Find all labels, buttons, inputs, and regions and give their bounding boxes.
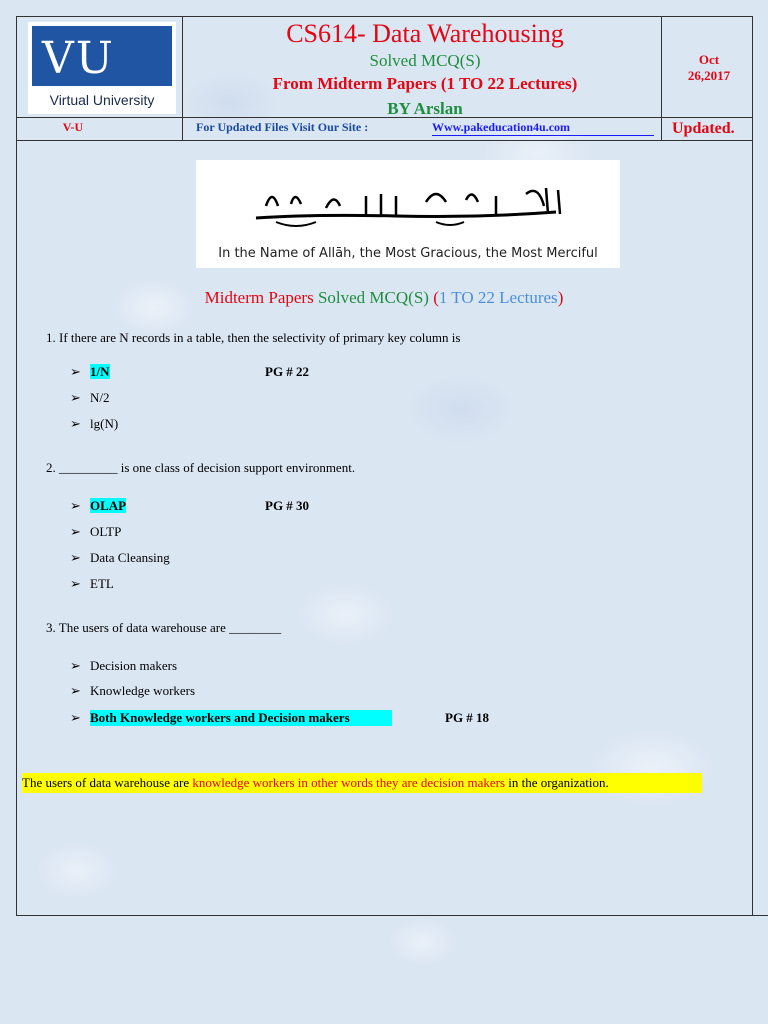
- option-item: [70, 364, 110, 380]
- heading-part2: Solved MCQ(S): [317, 288, 434, 307]
- option-text: Knowledge workers: [90, 683, 196, 698]
- option-item: [70, 416, 118, 432]
- document-scope: From Midterm Papers (1 TO 22 Lectures): [272, 74, 578, 93]
- updated-label: Updated.: [672, 120, 735, 137]
- arrow-bullet-icon: ➢: [70, 710, 81, 725]
- heading-part4: 1 TO 22 Lectures: [438, 288, 558, 307]
- date-day-year: 26,2017: [687, 68, 731, 83]
- vu-tag: V-U: [62, 120, 84, 134]
- section-heading: [0, 288, 768, 308]
- site-link[interactable]: Www.pakeducation4u.com: [432, 120, 654, 136]
- question-1: 1. If there are N records in a table, then the selectivity of primary key column is: [46, 330, 461, 345]
- header-divider-2: [661, 16, 662, 140]
- correct-answer: OLAP: [90, 498, 127, 513]
- header-top-border: [16, 16, 753, 17]
- arrow-bullet-icon: ➢: [70, 498, 81, 513]
- page-reference: PG # 22: [265, 364, 310, 379]
- arrow-bullet-icon: ➢: [70, 550, 81, 565]
- heading-part5: ): [557, 288, 564, 307]
- document-subtitle: Solved MCQ(S): [369, 51, 481, 70]
- page-right-border: [752, 16, 753, 916]
- option-text: Decision makers: [90, 658, 178, 673]
- option-text: Data Cleansing: [90, 550, 170, 565]
- arrow-bullet-icon: ➢: [70, 658, 81, 673]
- option-text: N/2: [90, 390, 110, 405]
- arrow-bullet-icon: ➢: [70, 390, 81, 405]
- option-item: [70, 390, 110, 406]
- note-part3: in the organization.: [505, 775, 609, 790]
- correct-answer: 1/N: [90, 364, 110, 379]
- page-bottom-border: [16, 915, 768, 916]
- header-bottom-border: [16, 140, 753, 141]
- question-3: 3. The users of data warehouse are ________: [46, 620, 282, 635]
- arrow-bullet-icon: ➢: [70, 576, 81, 591]
- page-reference: PG # 30: [265, 498, 310, 513]
- page-left-border: [16, 16, 17, 916]
- header-divider-1: [182, 16, 183, 140]
- explanation-note: [22, 773, 702, 793]
- heading-part1: Midterm Papers: [204, 288, 318, 307]
- document-date: [665, 52, 753, 84]
- document-title: CS614- Data Warehousing: [286, 19, 564, 48]
- note-part2: knowledge workers in other words they are decision makers: [192, 775, 506, 790]
- option-text: ETL: [90, 576, 114, 591]
- page-reference: PG # 18: [445, 710, 490, 725]
- date-month: Oct: [698, 52, 720, 67]
- arrow-bullet-icon: ➢: [70, 524, 81, 539]
- vu-logo-mark: [32, 26, 172, 86]
- option-text: OLTP: [90, 524, 122, 539]
- bismillah-translation: In the Name of Allāh, the Most Gracious, the Most Merciful: [218, 246, 598, 261]
- arrow-bullet-icon: ➢: [70, 416, 81, 431]
- option-text: lg(N): [90, 416, 119, 431]
- bismillah-calligraphy: [196, 166, 620, 232]
- option-item: [70, 550, 170, 566]
- option-item: [70, 498, 126, 514]
- option-item: [70, 576, 114, 592]
- vu-logo-text: VU: [42, 33, 115, 84]
- option-item: [70, 710, 392, 726]
- vu-logo-name: Virtual University: [49, 92, 155, 108]
- bismillah-image: [196, 160, 620, 268]
- note-part1: The users of data warehouse are: [22, 775, 193, 790]
- option-item: [70, 524, 121, 540]
- question-2: 2. _________ is one class of decision support environment.: [46, 460, 356, 475]
- heading-part3: (: [433, 288, 439, 307]
- arrow-bullet-icon: ➢: [70, 364, 81, 379]
- arrow-bullet-icon: ➢: [70, 683, 81, 698]
- option-item: [70, 683, 195, 699]
- correct-answer: Both Knowledge workers and Decision makers: [90, 710, 392, 726]
- option-item: [70, 658, 177, 674]
- document-author: BY Arslan: [387, 99, 463, 118]
- vu-logo: [28, 22, 176, 114]
- visit-site-label: For Updated Files Visit Our Site :: [196, 120, 369, 134]
